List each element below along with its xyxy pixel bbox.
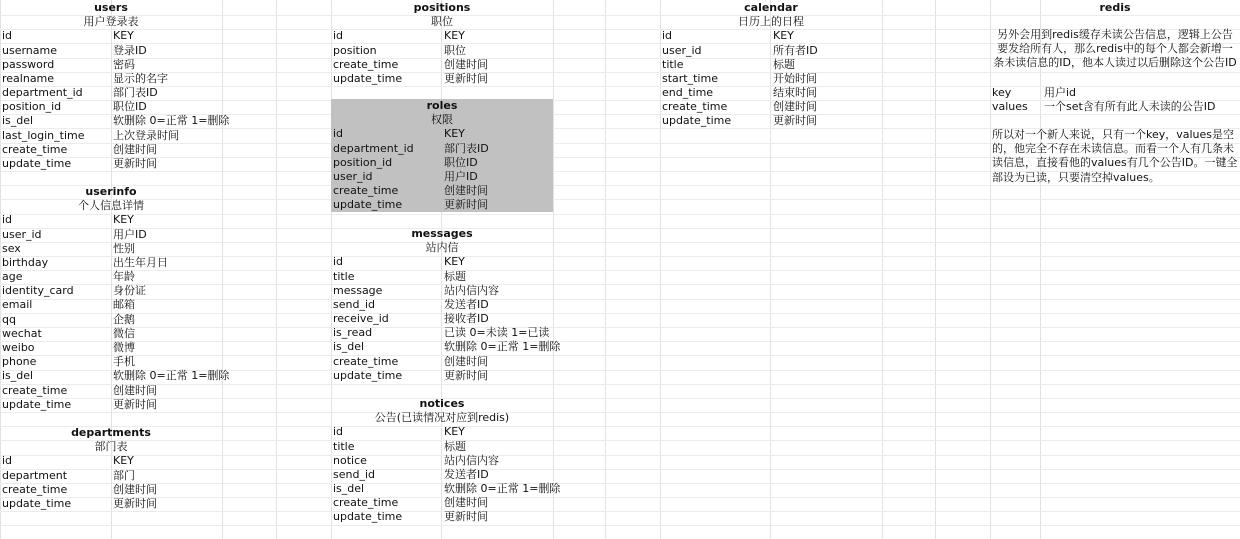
table-row [660,58,882,72]
table-row [0,143,222,157]
field-desc: 创建时间 [113,483,157,496]
table-row [0,29,222,43]
field-name: id [333,127,344,140]
field-name: title [662,58,684,71]
field-name: id [2,29,13,42]
field-desc: 更新时间 [113,497,157,510]
table-row [331,496,553,510]
field-name: send_id [333,468,375,481]
field-name: is_del [333,340,365,353]
table-name: userinfo [85,185,137,198]
field-desc: 职位 [444,44,466,57]
table-row [0,469,222,483]
field-desc: 部门表ID [113,86,158,99]
table-description: 公告(已读情况对应到redis) [374,411,510,425]
table-row [0,44,222,58]
table-row [331,454,553,468]
table-calendar [660,1,882,129]
table-row [0,242,222,256]
field-name: update_time [333,72,403,85]
redis-note-line: 部设为已读，只要清空掉values。 [992,170,1160,184]
table-description: 权限 [431,113,453,127]
field-name: start_time [662,72,718,85]
table-row [331,72,553,86]
field-desc: 性别 [113,242,135,255]
field-desc: 标题 [773,58,795,71]
field-desc: 出生年月日 [113,256,168,269]
field-name: is_read [333,326,373,339]
field-name: is_del [2,114,34,127]
field-desc: 更新时间 [444,369,488,382]
field-name: update_time [333,369,403,382]
table-row [331,142,553,156]
field-name: create_time [2,384,68,397]
table-name: users [94,1,128,14]
table-row [660,29,882,43]
field-name: is_del [333,482,365,495]
field-desc: 发送者ID [444,468,489,481]
field-desc: 创建时间 [444,355,488,368]
field-name: department_id [2,86,83,99]
field-name: id [2,213,13,226]
table-name: roles [426,99,458,112]
field-desc: 更新时间 [773,114,817,127]
table-row [0,256,222,270]
table-name: departments [71,426,151,439]
field-desc: 创建时间 [444,184,488,197]
table-row [331,198,553,212]
field-desc: 登录ID [113,44,147,57]
redis-row-values [990,100,1240,114]
table-row [331,510,553,524]
field-name: id [333,29,344,42]
redis-note-line: 读信息，直接看他的values有几个公告ID。一键全 [992,156,1238,170]
field-desc: KEY [444,29,465,42]
field-name: key [992,86,1012,99]
field-name: is_del [2,369,34,382]
field-name: id [2,454,13,467]
field-name: age [2,270,23,283]
field-desc: 部门 [113,469,135,482]
field-name: phone [2,355,37,368]
field-name: user_id [333,170,373,183]
table-row [0,454,222,468]
field-name: birthday [2,256,49,269]
table-row [331,58,553,72]
field-desc: 职位ID [444,156,478,169]
field-name: create_time [662,100,728,113]
table-description: 职位 [431,15,453,29]
table-name: calendar [744,1,798,14]
field-desc: 创建时间 [444,58,488,71]
field-name: weibo [2,341,35,354]
field-name: user_id [2,228,42,241]
table-users [0,1,230,171]
redis-note-line: 所以对一个新人来说，只有一个key，values是空 [992,128,1235,141]
redis-intro-line: 条未读信息的ID，他本人读过以后删除这个公告ID [993,56,1237,70]
field-name: end_time [662,86,714,99]
field-desc: 用户ID [444,170,478,183]
field-desc: 企鹅 [113,313,135,326]
field-name: department [2,469,68,482]
table-row [331,326,553,340]
table-row [331,184,553,198]
table-row [0,228,222,242]
field-name: receive_id [333,312,389,325]
table-row [0,369,230,383]
table-row [331,255,553,269]
field-name: update_time [333,198,403,211]
grid-row-line [0,412,1240,413]
field-name: title [333,270,355,283]
field-name: create_time [333,496,399,509]
field-name: create_time [2,143,68,156]
table-row [331,468,553,482]
field-desc: KEY [444,255,465,268]
table-row [0,213,222,227]
field-desc: 开始时间 [773,72,817,85]
table-description: 用户登录表 [83,15,139,29]
field-name: update_time [662,114,732,127]
field-name: create_time [333,58,399,71]
field-name: title [333,440,355,453]
table-row [331,127,553,141]
field-desc: 密码 [113,58,135,71]
table-name: notices [419,397,465,410]
table-row [0,483,222,497]
table-row [331,284,553,298]
table-row [0,313,222,327]
field-desc: 软删除 0=正常 1=删除 [113,114,230,127]
field-desc: 软删除 0=正常 1=删除 [444,482,561,495]
field-name: wechat [2,327,42,340]
field-name: last_login_time [2,129,85,142]
table-row [0,341,222,355]
field-name: id [333,255,344,268]
field-desc: KEY [113,213,134,226]
field-desc: 创建时间 [444,496,488,509]
redis-row-key [990,86,1240,100]
field-desc: KEY [113,454,134,467]
field-desc: 创建时间 [113,143,157,156]
table-row [331,440,553,454]
field-name: position [333,44,377,57]
table-departments [0,426,222,511]
table-row [331,29,553,43]
field-name: department_id [333,142,414,155]
table-messages [331,227,561,383]
table-row [331,369,553,383]
table-row [0,58,222,72]
grid-row-line [0,511,1240,512]
table-description: 个人信息详情 [78,199,144,213]
field-name: sex [2,242,21,255]
field-name: qq [2,313,16,326]
table-description: 站内信 [425,241,459,255]
redis-intro [990,28,1240,71]
field-desc: 发送者ID [444,298,489,311]
table-row [0,86,222,100]
table-row [660,86,882,100]
field-desc: 显示的名字 [113,72,168,85]
field-desc: 更新时间 [444,72,488,85]
table-row [660,72,882,86]
field-name: user_id [662,44,702,57]
field-name: id [662,29,673,42]
field-desc: KEY [444,425,465,438]
field-name: update_time [2,398,72,411]
field-name: id [333,425,344,438]
table-row [0,270,222,284]
field-desc: 站内信内容 [444,284,499,297]
field-desc: 职位ID [113,100,147,113]
field-desc: 邮箱 [113,298,135,311]
field-desc: 站内信内容 [444,454,499,467]
redis-note [992,128,1240,185]
table-row [331,355,553,369]
table-notices [331,397,561,525]
field-name: notice [333,454,367,467]
table-row [331,170,553,184]
table-row [660,100,882,114]
grid-row-line [0,525,1240,526]
field-name: values [992,100,1028,113]
field-desc: 结束时间 [773,86,817,99]
table-userinfo [0,185,230,412]
field-desc: 一个set含有所有此人未读的公告ID [1044,100,1216,113]
table-row [331,425,553,439]
field-desc: 手机 [113,355,135,368]
table-row [0,72,222,86]
table-roles [331,99,553,212]
field-name: create_time [333,184,399,197]
field-name: username [2,44,57,57]
redis-intro-line: 要发给所有人，那么redis中的每个人都会新增一 [997,42,1233,56]
field-desc: 标题 [444,440,466,453]
table-row [331,270,553,284]
field-desc: 更新时间 [113,157,157,170]
field-name: identity_card [2,284,74,297]
table-row [0,114,230,128]
field-desc: 更新时间 [113,398,157,411]
table-description: 日历上的日程 [738,15,804,29]
field-desc: 已读 0=未读 1=已读 [444,326,550,339]
table-row [0,100,222,114]
field-desc: 所有者ID [773,44,818,57]
table-row [0,129,222,143]
table-row [0,298,222,312]
field-desc: 标题 [444,270,466,283]
table-name: messages [411,227,473,240]
field-name: password [2,58,55,71]
field-desc: 创建时间 [113,384,157,397]
field-name: realname [2,72,55,85]
field-desc: KEY [773,29,794,42]
field-name: send_id [333,298,375,311]
field-name: update_time [2,497,72,510]
table-row [0,398,222,412]
table-row [0,384,222,398]
field-desc: 身份证 [113,284,146,297]
field-desc: 用户id [1044,86,1077,99]
field-name: update_time [333,510,403,523]
field-desc: 年龄 [113,270,135,283]
redis-title: redis [1099,1,1131,14]
table-row [0,355,222,369]
table-row [331,156,553,170]
table-row [331,312,553,326]
field-desc: 微博 [113,341,135,354]
field-desc: 用户ID [113,228,147,241]
field-desc: 微信 [113,327,135,340]
table-row [331,298,553,312]
table-row [331,340,561,354]
table-positions [331,1,553,86]
field-desc: KEY [113,29,134,42]
field-desc: 更新时间 [444,510,488,523]
field-desc: 软删除 0=正常 1=删除 [444,340,561,353]
field-desc: 软删除 0=正常 1=删除 [113,369,230,382]
redis-intro-line: 另外会用到redis缓存未读公告信息，逻辑上公告 [997,28,1233,41]
table-row [331,44,553,58]
field-desc: 部门表ID [444,142,489,155]
field-desc: 接收者ID [444,312,489,325]
field-name: create_time [2,483,68,496]
table-row [0,284,222,298]
table-row [0,497,222,511]
field-name: create_time [333,355,399,368]
field-desc: 创建时间 [773,100,817,113]
table-row [0,327,222,341]
table-row [0,157,222,171]
field-desc: 更新时间 [444,198,488,211]
field-name: message [333,284,383,297]
table-row [331,482,561,496]
table-row [660,114,882,128]
redis-note-line: 的，他完全不存在未读信息。而看一个人有几条未 [992,142,1234,156]
field-name: email [2,298,33,311]
table-description: 部门表 [94,440,128,454]
table-name: positions [413,1,471,14]
field-name: update_time [2,157,72,170]
field-name: position_id [333,156,393,169]
field-name: position_id [2,100,62,113]
field-desc: 上次登录时间 [113,129,179,142]
field-desc: KEY [444,127,465,140]
table-row [660,44,882,58]
